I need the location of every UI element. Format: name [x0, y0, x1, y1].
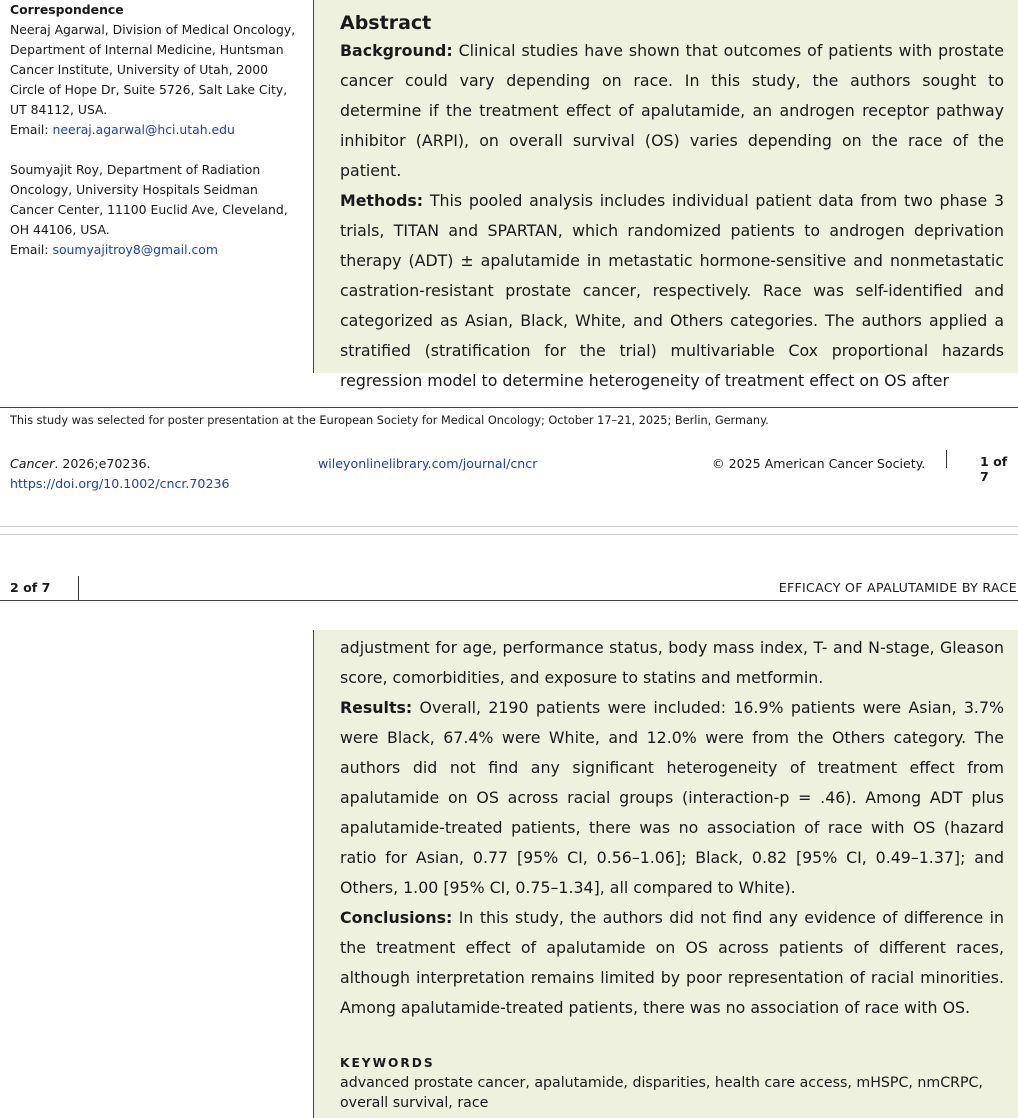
correspondence-block [10, 0, 305, 260]
author1-address-line: Department of Internal Medicine, Huntsman [10, 42, 284, 57]
citation-info: . 2026;e70236. [54, 456, 151, 471]
conclusions-text: In this study, the authors did not find any evidence of difference in the treatment effect of apalutamide on OS across patients of different races, although interpretation remains limited by poor representation of racial minorities. Among apalutamide-treated patients, there was no association of race with OS. [340, 908, 1004, 1017]
methods-label: Methods: [340, 191, 424, 210]
author2-address-line: OH 44106, USA. [10, 222, 110, 237]
running-title: EFFICACY OF APALUTAMIDE BY RACE [778, 580, 1017, 595]
author2-address-line: Cancer Center, 11100 Euclid Ave, Cleveland, [10, 202, 288, 217]
background-label: Background: [340, 41, 453, 60]
email-label: Email: [10, 242, 53, 257]
page-number: 1 of 7 [980, 454, 1008, 484]
keywords-text: advanced prostate cancer, apalutamide, disparities, health care access, mHSPC, nmCRPC, overall survival, race [340, 1075, 983, 1111]
abstract-box-page1 [313, 0, 1018, 390]
abstract-background [340, 36, 1004, 186]
page2-number: 2 of 7 [10, 580, 51, 595]
abstract-box-page2 [313, 630, 1018, 1118]
methods-text: This pooled analysis includes individual patient data from two phase 3 trials, TITAN and SPARTAN, which randomized patients to androgen deprivation therapy (ADT) ± apalutamide in metastatic hormone-sensitive and nonmetastatic castration-resistant prostate cancer, respectively. Race was self-identified and categorized as Asian, Black, White, and Others categories. The authors applied a stratified (stratification for the trial) multivariable Cox proportional hazards regression model to determine heterogeneity of treatment effect on OS after [340, 191, 1004, 390]
page-break-line [0, 526, 1018, 527]
author2-email-row [10, 240, 305, 260]
keywords-heading: KEYWORDS [340, 1056, 435, 1070]
results-text: Overall, 2190 patients were included: 16.9% patients were Asian, 3.7% were Black, 67.4% were White, and 12.0% were from the Others category. The authors did not find any significant heterogeneity of treatment effect from apalutamide on OS across racial groups (interaction-p = .46). Among ADT plus apalutamide-treated patients, there was no association of race with OS (hazard ratio for Asian, 0.77 [95% CI, 0.56–1.06]; Black, 0.82 [95% CI, 0.49–1.37]; and Others, 1.00 [95% CI, 0.75–1.34], all compared to White). [340, 698, 1004, 897]
presentation-note: This study was selected for poster presentation at the European Society for Medical Oncology; October 17–21, 2025; Berlin, Germany. [10, 414, 769, 427]
email-label: Email: [10, 122, 53, 137]
abstract-results [340, 693, 1004, 903]
author2-address-line: Soumyajit Roy, Department of Radiation [10, 162, 261, 177]
journal-name: Cancer [10, 456, 55, 471]
doi-link[interactable]: https://doi.org/10.1002/cncr.70236 [10, 476, 230, 491]
page-break-line [0, 534, 1018, 535]
results-label: Results: [340, 698, 413, 717]
abstract-conclusions [340, 903, 1004, 1023]
author1-address-line: Neeraj Agarwal, Division of Medical Oncology, [10, 22, 296, 37]
header-rule [0, 600, 1018, 601]
journal-url-link[interactable]: wileyonlinelibrary.com/journal/cncr [318, 456, 538, 471]
footnote-rule [0, 407, 1018, 408]
author2-email-link[interactable]: soumyajitroy8@gmail.com [52, 242, 218, 257]
author2-address-line: Oncology, University Hospitals Seidman [10, 182, 258, 197]
methods-continuation: adjustment for age, performance status, body mass index, T- and N-stage, Gleason score, comorbidities, and exposure to statins and metformin. [340, 638, 1004, 687]
correspondence-heading: Correspondence [10, 2, 124, 17]
author1-email-row [10, 120, 305, 140]
author1-address-line: Circle of Hope Dr, Suite 5726, Salt Lake City, [10, 82, 288, 97]
abstract-title: Abstract [340, 12, 432, 34]
copyright: © 2025 American Cancer Society. [712, 456, 926, 471]
header-separator [78, 576, 79, 600]
background-text: Clinical studies have shown that outcomes of patients with prostate cancer could vary depending on race. In this study, the authors sought to determine if the treatment effect of apalutamide, an androgen receptor pathway inhibitor (ARPI), on overall survival (OS) varies depending on the race of the patient. [340, 41, 1004, 180]
footer-separator [946, 450, 947, 468]
conclusions-label: Conclusions: [340, 908, 453, 927]
abstract-methods [340, 186, 1004, 396]
journal-citation [10, 454, 229, 494]
author1-email-link[interactable]: neeraj.agarwal@hci.utah.edu [52, 122, 235, 137]
author1-address-line: UT 84112, USA. [10, 102, 108, 117]
author1-address-line: Cancer Institute, University of Utah, 2000 [10, 62, 269, 77]
